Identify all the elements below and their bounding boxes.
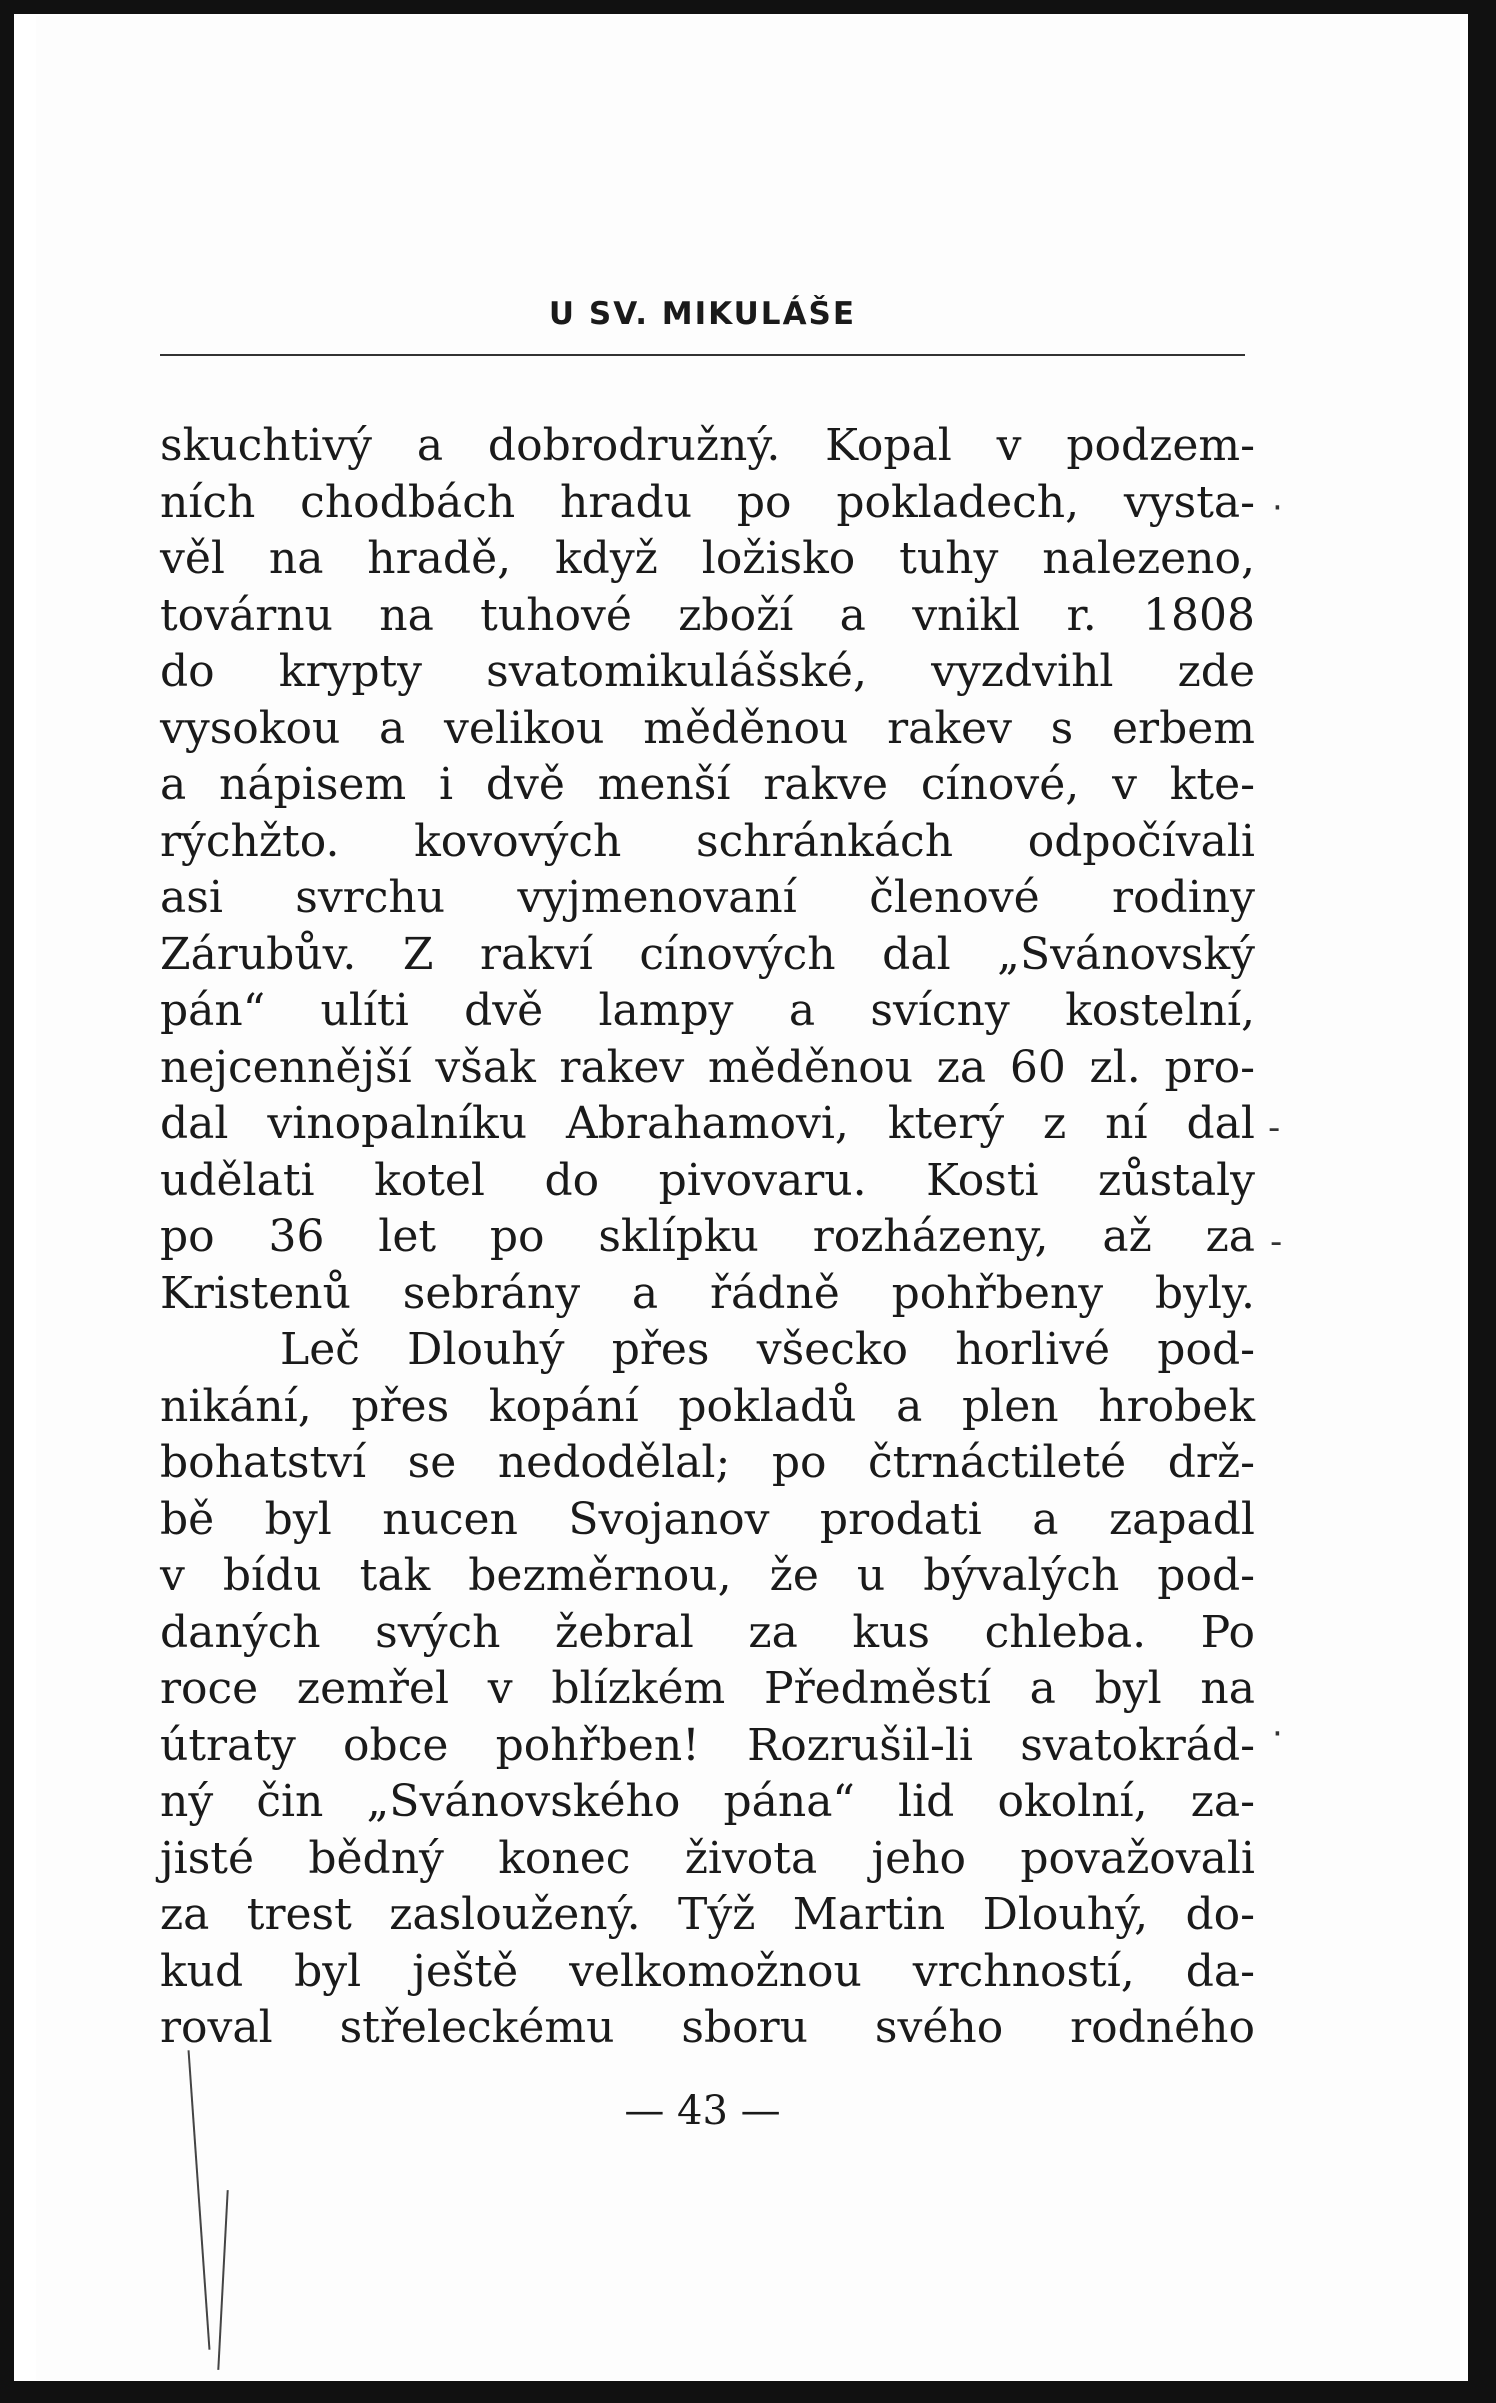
text-line: nikání, přes kopání pokladů a plen hrobek <box>160 1380 1255 1432</box>
text-line: vysokou a velikou měděnou rakev s erbem <box>160 702 1255 754</box>
text-line: bě byl nucen Svojanov prodati a zapadl <box>160 1493 1255 1545</box>
text-line: pán“ ulíti dvě lampy a svícny kostelní, <box>160 985 1255 1036</box>
text-line: věl na hradě, když ložisko tuhy nalezeno, <box>160 533 1255 584</box>
margin-speck: · <box>1272 488 1283 528</box>
text-line: Zárubův. Z rakví cínových dal „Svánovský <box>160 928 1255 980</box>
scan-border-top <box>0 0 1496 14</box>
text-line: dal vinopalníku Abrahamovi, který z ní dal <box>160 1098 1255 1149</box>
text-line: Kristenů sebrány a řádně pohřbeny byly. <box>160 1267 1255 1319</box>
text-line: ný čin „Svánovského pána“ lid okolní, za- <box>160 1776 1255 1827</box>
text-line: Leč Dlouhý přes všecko horlivé pod- <box>280 1324 1255 1375</box>
scan-border-left <box>0 0 14 2403</box>
body-text <box>160 418 1255 2057</box>
text-line: roval střeleckému sboru svého rodného <box>160 2002 1255 2053</box>
margin-speck: - <box>1270 1222 1283 1262</box>
text-line: rýchžto. kovových schránkách odpočívali <box>160 815 1255 867</box>
text-line: továrnu na tuhové zboží a vnikl r. 1808 <box>160 589 1255 641</box>
text-line: po 36 let po sklípku rozházeny, až za <box>160 1211 1255 1262</box>
margin-speck: · <box>1272 1714 1283 1754</box>
text-line: asi svrchu vyjmenovaní členové rodiny <box>160 872 1255 923</box>
text-line: za trest zasloužený. Týž Martin Dlouhý, do- <box>160 1889 1255 1940</box>
text-line: a nápisem i dvě menší rakve cínové, v kte- <box>160 759 1255 810</box>
text-line: kud byl ještě velkomožnou vrchností, da- <box>160 1945 1255 1997</box>
text-line: udělati kotel do pivovaru. Kosti zůstaly <box>160 1154 1255 1206</box>
page-number: — 43 — <box>624 2088 781 2134</box>
text-line: jisté bědný konec života jeho považovali <box>160 1832 1255 1884</box>
text-line: ních chodbách hradu po pokladech, vysta- <box>160 476 1255 528</box>
scan-border-right <box>1468 0 1496 2403</box>
header-rule <box>160 354 1245 356</box>
text-line: bohatství se nedodělal; po čtrnáctileté drž- <box>160 1437 1255 1488</box>
text-line: daných svých žebral za kus chleba. Po <box>160 1606 1255 1658</box>
text-line: do krypty svatomikulášské, vyzdvihl zde <box>160 646 1255 697</box>
text-line: roce zemřel v blízkém Předměstí a byl na <box>160 1663 1255 1714</box>
text-line: nejcennější však rakev měděnou za 60 zl. pro- <box>160 1041 1255 1093</box>
margin-speck: - <box>1268 1108 1281 1148</box>
scan-border-bottom <box>0 2381 1496 2403</box>
running-head: U SV. MIKULÁŠE <box>548 296 857 332</box>
text-line: v bídu tak bezměrnou, že u bývalých pod- <box>160 1550 1255 1601</box>
text-line: skuchtivý a dobrodružný. Kopal v podzem- <box>160 420 1255 471</box>
text-line: útraty obce pohřben! Rozrušil-li svatokrád- <box>160 1719 1255 1771</box>
